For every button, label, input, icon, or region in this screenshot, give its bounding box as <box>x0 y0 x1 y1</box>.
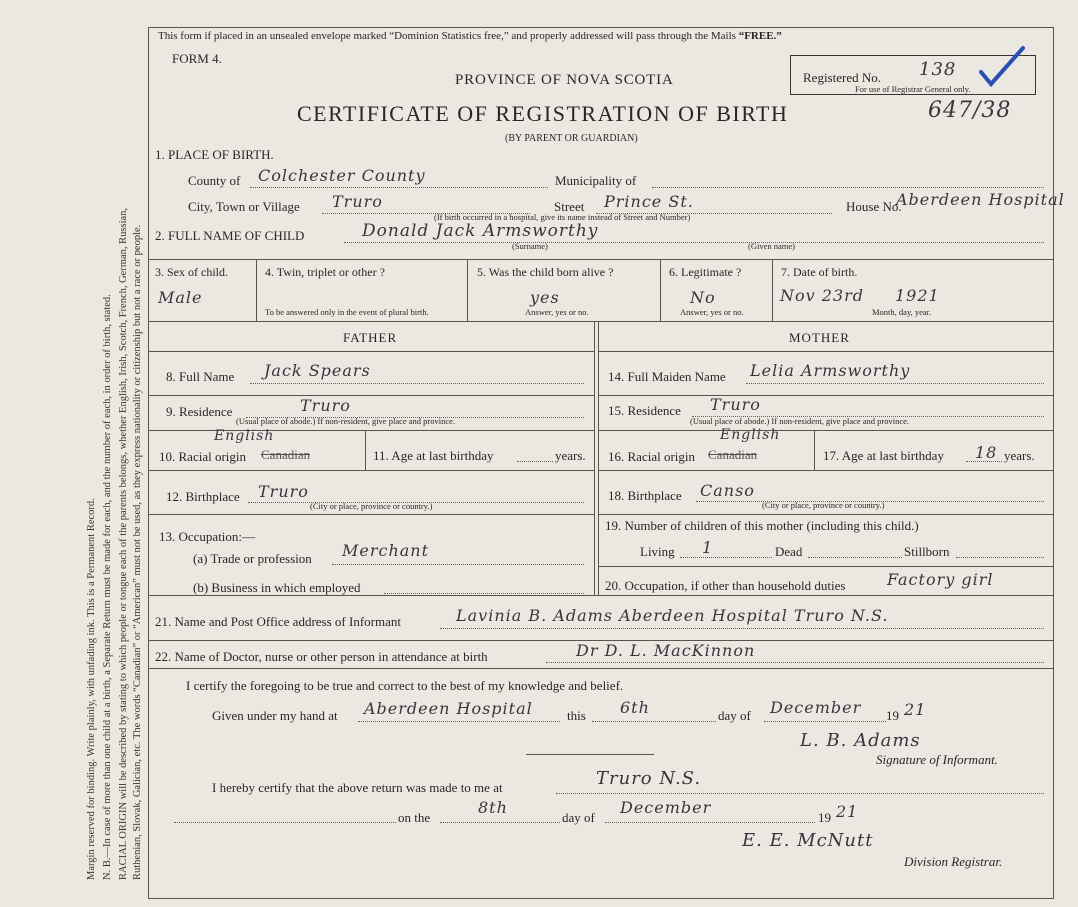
province-heading: PROVINCE OF NOVA SCOTIA <box>455 72 674 88</box>
mother-birthplace-label: 18. Birthplace <box>608 488 682 503</box>
mother-residence-value: Truro <box>710 395 761 414</box>
mother-name-label: 14. Full Maiden Name <box>608 369 726 384</box>
date-year: 1921 <box>895 286 940 305</box>
father-name-value: Jack Spears <box>264 361 371 380</box>
mother-years-label: years. <box>1004 448 1035 463</box>
street-value: Prince St. <box>604 192 694 211</box>
mother-age-value: 18 <box>975 443 998 462</box>
street-label: Street <box>554 199 585 214</box>
certificate-subtitle: (BY PARENT OR GUARDIAN) <box>505 133 638 144</box>
given-year-prefix: 19 <box>886 708 899 723</box>
given-name-note: (Given name) <box>748 241 795 251</box>
given-day-of-label: day of <box>718 708 751 723</box>
alive-label: 5. Was the child born alive ? <box>477 265 614 279</box>
house-value: Aberdeen Hospital <box>896 190 1065 209</box>
children-count-label: 19. Number of children of this mother (including this child.) <box>605 518 919 533</box>
registrar-use-note: For use of Registrar General only. <box>855 84 971 94</box>
alive-note: Answer, yes or no. <box>525 307 589 317</box>
registered-number: 138 <box>919 59 957 80</box>
registered-label: Registered No. <box>803 70 881 85</box>
registrar-signature: E. E. McNutt <box>742 830 874 851</box>
father-occupation-label: 13. Occupation:— <box>159 529 256 544</box>
county-label: County of <box>188 173 241 188</box>
mail-notice: This form if placed in an unsealed envelope marked “Dominion Statistics free,” and properly addressed will pass through the Mails “FREE.” <box>158 30 782 42</box>
informant-label: 21. Name and Post Office address of Informant <box>155 614 401 629</box>
father-years-label: years. <box>555 448 586 463</box>
stillborn-label: Stillborn <box>904 544 950 559</box>
registrar-month: December <box>620 798 712 817</box>
father-racial-value: English <box>214 428 275 444</box>
surname-note: (Surname) <box>512 241 548 251</box>
form-number: FORM 4. <box>172 51 222 66</box>
place-of-birth-heading: 1. PLACE OF BIRTH. <box>155 147 274 162</box>
mother-birthplace-value: Canso <box>700 481 755 500</box>
mother-city-note: (City or place, province or country.) <box>762 500 885 510</box>
given-place: Aberdeen Hospital <box>364 699 533 718</box>
registrar-signature-label: Division Registrar. <box>904 854 1003 869</box>
alive-value: yes <box>530 288 560 307</box>
mother-heading: MOTHER <box>789 330 850 345</box>
mother-racial-label: 16. Racial origin <box>608 449 696 464</box>
mother-name-value: Lelia Armsworthy <box>750 361 911 380</box>
certify-statement: I certify the foregoing to be true and correct to the best of my knowledge and belief. <box>186 678 624 693</box>
father-racial-struck: Canadian <box>261 447 311 462</box>
sex-label: 3. Sex of child. <box>155 265 228 279</box>
child-name-value: Donald Jack Armsworthy <box>362 221 599 241</box>
on-the-label: on the <box>398 810 431 825</box>
binding-margin <box>0 0 148 907</box>
certificate-title: CERTIFICATE OF REGISTRATION OF BIRTH <box>297 101 789 126</box>
informant-signature-label: Signature of Informant. <box>876 752 998 767</box>
county-value: Colchester County <box>258 166 426 185</box>
living-label: Living <box>640 544 675 559</box>
father-racial-label: 10. Racial origin <box>159 449 247 464</box>
father-city-note: (City or place, province or country.) <box>310 501 433 511</box>
sidebar-line-1: Margin reserved for binding. Write plainly, with unfading ink. This is a Permanent Record. <box>86 498 97 880</box>
legitimate-value: No <box>690 288 716 307</box>
informant-value: Lavinia B. Adams Aberdeen Hospital Truro N.S. <box>456 606 889 625</box>
registration-box <box>790 55 1036 95</box>
registrar-year: 21 <box>836 802 859 821</box>
registrar-day: 8th <box>478 798 508 817</box>
mother-occupation-label: 20. Occupation, if other than household duties <box>605 578 846 593</box>
registrar-place: Truro N.S. <box>596 768 702 789</box>
sidebar-line-3: RACIAL ORIGIN will be described by stating to which people or tongue each of the parents belongs, whether English, Irish, Scotch, French, German, Russian, <box>118 207 129 880</box>
legitimate-label: 6. Legitimate ? <box>669 265 742 279</box>
legitimate-note: Answer, yes or no. <box>680 307 744 317</box>
registrar-day-of-label: day of <box>562 810 595 825</box>
business-label: (b) Business in which employed <box>193 580 361 595</box>
trade-value: Merchant <box>342 541 430 560</box>
mother-residence-label: 15. Residence <box>608 403 681 418</box>
city-label: City, Town or Village <box>188 199 300 214</box>
mother-abode-note: (Usual place of abode.) If non-resident, give place and province. <box>690 416 910 426</box>
father-birthplace-value: Truro <box>258 482 309 501</box>
father-residence-label: 9. Residence <box>166 404 233 419</box>
father-name-label: 8. Full Name <box>166 369 235 384</box>
father-residence-value: Truro <box>300 396 351 415</box>
father-birthplace-label: 12. Birthplace <box>166 489 240 504</box>
father-age-label: 11. Age at last birthday <box>373 448 494 463</box>
file-number: 647/38 <box>928 98 1012 123</box>
this-label: this <box>567 708 586 723</box>
child-name-label: 2. FULL NAME OF CHILD <box>155 228 305 243</box>
twin-note: To be answered only in the event of plural birth. <box>265 307 429 317</box>
municipality-label: Municipality of <box>555 173 637 188</box>
mother-racial-value: English <box>720 427 781 443</box>
doctor-value: Dr D. L. MacKinnon <box>576 641 756 660</box>
given-year: 21 <box>904 700 927 719</box>
doctor-label: 22. Name of Doctor, nurse or other person in attendance at birth <box>155 649 488 664</box>
given-month: December <box>770 698 862 717</box>
mother-age-label: 17. Age at last birthday <box>823 448 944 463</box>
father-heading: FATHER <box>343 330 398 345</box>
living-value: 1 <box>702 538 714 557</box>
sex-value: Male <box>158 288 203 307</box>
date-label: 7. Date of birth. <box>781 265 858 279</box>
trade-label: (a) Trade or profession <box>193 551 312 566</box>
dead-label: Dead <box>775 544 803 559</box>
house-label: House No. <box>846 199 902 214</box>
sidebar-line-2: N. B.—In case of more than one child at a birth, a Separate Return must be made for each, and the number of each, in order of birth, stated. <box>102 294 113 880</box>
date-value: Nov 23rd <box>780 286 865 305</box>
checkmark-icon <box>977 44 1027 88</box>
informant-signature: L. B. Adams <box>800 730 921 751</box>
sidebar-line-4: Ruthenian, Slovak, Galician, etc. The words “Canadian” or “American” must not be used, as they express nationality or citizenship but not a race or people. <box>132 224 143 880</box>
registrar-year-prefix: 19 <box>818 810 831 825</box>
given-label: Given under my hand at <box>212 708 338 723</box>
registrar-statement: I hereby certify that the above return was made to me at <box>212 780 503 795</box>
date-note: Month, day, year. <box>872 307 932 317</box>
father-abode-note: (Usual place of abode.) If non-resident, give place and province. <box>236 416 456 426</box>
city-value: Truro <box>332 192 383 211</box>
mother-racial-struck: Canadian <box>708 447 758 462</box>
twin-label: 4. Twin, triplet or other ? <box>265 265 385 279</box>
hospital-note: (If birth occurred in a hospital, give its name instead of Street and Number) <box>434 212 691 222</box>
given-day: 6th <box>620 698 650 717</box>
mother-occupation-value: Factory girl <box>887 570 994 589</box>
